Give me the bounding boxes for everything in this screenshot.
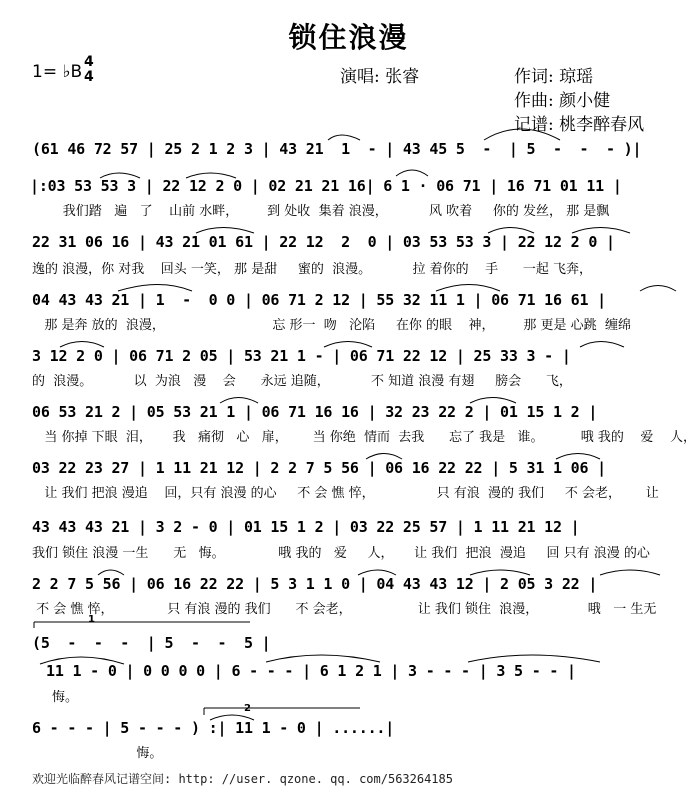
lyrics: 逸的 浪漫，你 对我 回头 一笑， 那 是甜 蜜的 浪漫。 拉 着你的 手 一起 飞奔， (32, 262, 593, 277)
notes: (61 46 72 57 | 25 2 1 2 3 | 43 21 1 - | 43 45 5 - | 5 - - - )| (32, 140, 642, 158)
slur-arc (210, 715, 254, 720)
lyrics: 那 是奔 放的 浪漫， 忘 形一 吻 沦陷 在你 的眼 神， 那 更是 心跳 缠绵 (32, 318, 631, 333)
slur-arc (60, 342, 104, 348)
slur-arc (98, 570, 124, 575)
lyrics: 悔。 (52, 690, 79, 705)
lyrics: 悔。 (0, 746, 163, 761)
slur-arc (470, 570, 530, 575)
first-ending-bracket (34, 622, 250, 628)
slur-arc (470, 398, 516, 404)
song-title: 锁住浪漫 (288, 21, 409, 54)
time-numerator: 4 (84, 54, 94, 70)
lyrics: 让 我们 把浪 漫追 回，只有 浪漫 的心 不 会 憔 悴， 只 有浪 漫的 我们 不 会老， 让 (32, 486, 659, 501)
slur-arc (328, 135, 360, 140)
lyrics: 我们踏 遍 了 山前 水畔， 到 处收 集着 浪漫， 风 吹着 你的 发丝， 那 是飘 (38, 204, 610, 219)
notes: |:03 53 53 3 | 22 12 2 0 | 02 21 21 16| 6 1 · 06 71 | 16 71 01 11 | (30, 177, 622, 195)
slur-arc (186, 173, 236, 178)
notes: 3 12 2 0 | 06 71 2 05 | 53 21 1 - | 06 71 22 12 | 25 33 3 - | (32, 347, 571, 365)
notes: 43 43 43 21 | 3 2 - 0 | 01 15 1 2 | 03 22 25 57 | 1 11 21 12 | (32, 518, 580, 536)
slur-arc (358, 570, 396, 575)
slur-arc (436, 285, 500, 292)
transcriber-credit: 记谱: 桃李醉春风 (514, 115, 645, 135)
singer-credit: 演唱: 张睿 (340, 67, 420, 87)
lyrics: 当 你掉 下眼 泪， 我 痛彻 心 扉， 当 你绝 情而 去我 忘了 我是 谁。 哦 我的 爱 人， (32, 430, 696, 445)
slur-arc (396, 170, 428, 176)
time-denominator: 4 (84, 69, 94, 85)
notes: 2 2 7 5 56 | 06 16 22 22 | 5 3 1 1 0 | 04 43 43 12 | 2 05 3 22 | (32, 575, 598, 593)
slur-arc (266, 655, 380, 662)
lyrics: 我们 锁住 浪漫 一生 无 悔。 哦 我的 爱 人， 让 我们 把浪 漫追 回 只有 浪漫 的心 (32, 546, 650, 561)
notes: 6 - - - | 5 - - - ) :| 11 1 - 0 | ......| (32, 719, 395, 737)
slur-arc (366, 454, 402, 460)
notes: (5 - - - | 5 - - 5 | (32, 634, 271, 652)
lyrics: 的 浪漫。 以 为浪 漫 会 永远 追随， 不 知道 浪漫 有翅 膀会 飞， (32, 374, 572, 389)
slur-arc (572, 228, 630, 234)
second-ending-bracket (204, 708, 360, 715)
slur-arc (580, 342, 624, 348)
slur-arc (40, 657, 124, 664)
slur-arc (640, 286, 676, 292)
composer-credit: 作曲: 颜小健 (514, 91, 611, 111)
slur-arc (196, 228, 254, 234)
slur-arc (484, 129, 560, 140)
slur-arc (600, 570, 660, 575)
notes: 06 53 21 2 | 05 53 21 1 | 06 71 16 16 | 32 23 22 2 | 01 15 1 2 | (32, 403, 598, 421)
slur-arc (220, 398, 258, 404)
ending-1-label: 1 (88, 614, 95, 625)
ending-2-label: 2 (244, 703, 251, 714)
notes: 11 1 - 0 | 0 0 0 0 | 6 - - - | 6 1 2 1 | 3 - - - | 3 5 - - | (46, 662, 576, 680)
notes: 03 22 23 27 | 1 11 21 12 | 2 2 7 5 56 | 06 16 22 22 | 5 31 1 06 | (32, 459, 606, 477)
lyrics: 不 会 憔 悴， 只 有浪 漫的 我们 不 会老， 让 我们 锁住 浪漫， 哦 一 生无 (32, 602, 657, 617)
notes: 22 31 06 16 | 43 21 01 61 | 22 12 2 0 | 03 53 53 3 | 22 12 2 0 | (32, 233, 615, 251)
key-signature: 1= ♭B (32, 62, 83, 82)
lyricist-credit: 作词: 琼瑶 (514, 67, 594, 87)
slur-arc (556, 454, 600, 460)
slur-arc (100, 173, 140, 178)
footer-text: 欢迎光临醉春风记谱空间: http: //user. qzone. qq. com/563264185 (32, 772, 453, 786)
slur-arc (324, 342, 372, 348)
slur-arc (468, 655, 600, 662)
slur-arc (488, 228, 534, 234)
slur-arc (118, 285, 192, 292)
notes: 04 43 43 21 | 1 - 0 0 | 06 71 2 12 | 55 32 11 1 | 06 71 16 61 | (32, 291, 606, 309)
